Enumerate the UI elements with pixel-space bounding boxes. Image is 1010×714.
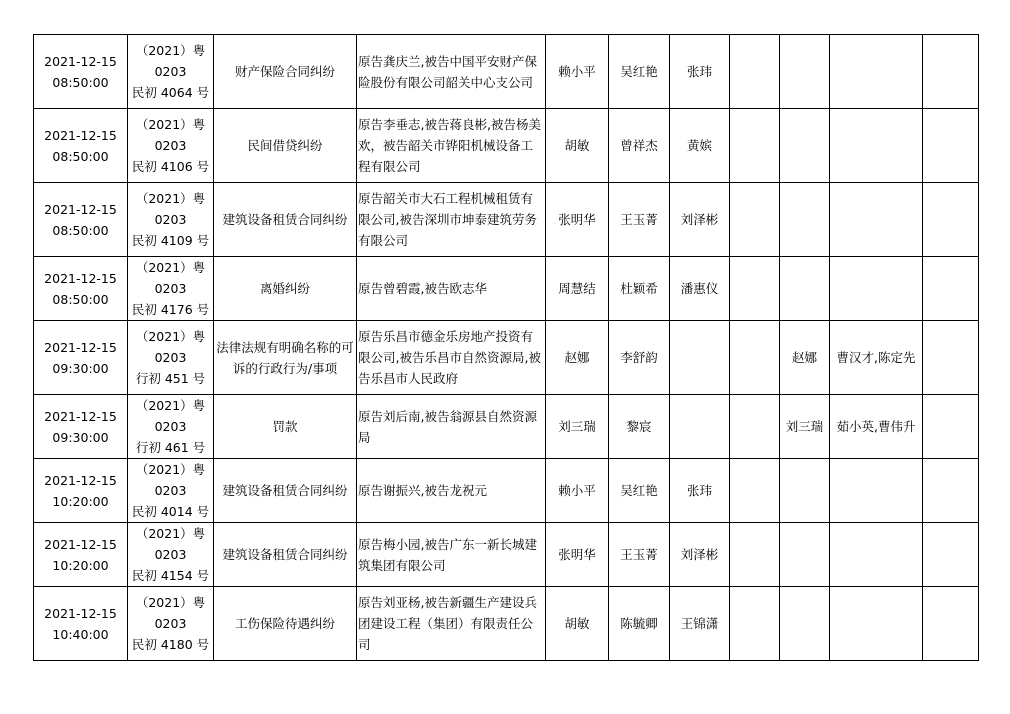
case-number: 行初 461 号 [135,440,206,455]
presiding-cell [780,257,830,321]
secretary-cell [670,109,730,183]
clerk-cell [609,183,670,257]
case-number-cell [128,523,214,587]
case-year: （2021）粤 0203 [135,595,206,631]
presiding-cell [780,395,830,459]
case-cause: 财产保险合同纠纷 [234,64,335,79]
judge-cell [546,109,609,183]
empty-cell [923,395,979,459]
panel-cell [830,35,923,109]
hearing-date: 2021-12-15 [44,536,117,552]
judge-name: 赵娜 [564,350,590,365]
empty-cell [923,183,979,257]
hearing-time: 08:50:00 [52,222,109,238]
case-number-cell [128,109,214,183]
parties-cell [357,35,546,109]
datetime-cell [34,459,128,523]
secretary-cell [670,395,730,459]
parties-cell [357,395,546,459]
empty-cell [730,183,780,257]
secretary-cell [670,459,730,523]
empty-cell [730,587,780,661]
hearing-time: 10:20:00 [52,493,109,509]
empty-cell [730,257,780,321]
presiding-name: 赵娜 [791,350,817,365]
case-parties: 原告谢振兴,被告龙祝元 [358,483,487,498]
table-row [34,395,979,459]
judge-cell [546,523,609,587]
cause-cell [214,523,357,587]
judge-name: 胡敏 [564,138,590,153]
empty-cell [730,459,780,523]
empty-cell [730,35,780,109]
case-year: （2021）粤 0203 [135,462,206,498]
case-cause: 法律法规有明确名称的可诉的行政行为/事项 [216,339,354,376]
hearing-time: 08:50:00 [52,148,109,164]
hearing-time: 09:30:00 [52,360,109,376]
cause-cell [214,459,357,523]
hearing-date: 2021-12-15 [44,408,117,424]
panel-cell [830,459,923,523]
hearing-date: 2021-12-15 [44,270,117,286]
datetime-cell [34,523,128,587]
judge-name: 赖小平 [558,64,596,79]
clerk-cell [609,321,670,395]
secretary-cell [670,183,730,257]
clerk-cell [609,35,670,109]
case-parties: 原告梅小园,被告广东一新长城建筑集团有限公司 [358,536,537,573]
judge-cell [546,321,609,395]
case-number: 行初 451 号 [135,371,206,386]
secretary-cell [670,587,730,661]
secretary-name: 潘惠仪 [680,281,719,296]
case-cause: 罚款 [272,419,298,434]
presiding-cell [780,587,830,661]
table-row [34,257,979,321]
case-year: （2021）粤 0203 [135,117,206,153]
case-year: （2021）粤 0203 [135,191,206,227]
case-cause: 建筑设备租赁合同纠纷 [222,547,348,562]
judge-name: 周慧结 [558,281,596,296]
case-parties: 原告乐昌市德金乐房地产投资有限公司,被告乐昌市自然资源局,被告乐昌市人民政府 [358,329,541,386]
cause-cell [214,183,357,257]
table-row [34,587,979,661]
case-year: （2021）粤 0203 [135,526,206,562]
case-number: 民初 4109 号 [131,233,210,248]
case-number-cell [128,321,214,395]
case-number-cell [128,459,214,523]
presiding-cell [780,459,830,523]
clerk-name: 李舒韵 [620,350,658,365]
parties-cell [357,587,546,661]
clerk-cell [609,257,670,321]
case-cause: 民间借贷纠纷 [247,138,323,153]
judge-cell [546,183,609,257]
empty-cell [923,321,979,395]
case-year: （2021）粤 0203 [135,260,206,296]
clerk-cell [609,523,670,587]
empty-cell [730,109,780,183]
parties-cell [357,523,546,587]
cause-cell [214,321,357,395]
case-cause: 建筑设备租赁合同纠纷 [222,212,348,227]
case-number: 民初 4014 号 [131,504,210,519]
panel-cell [830,395,923,459]
hearing-time: 10:20:00 [52,557,109,573]
panel-cell [830,257,923,321]
parties-cell [357,257,546,321]
case-number: 民初 4106 号 [131,159,210,174]
cause-cell [214,257,357,321]
hearing-time: 08:50:00 [52,291,109,307]
clerk-name: 杜颖希 [620,281,658,296]
parties-cell [357,183,546,257]
hearing-date: 2021-12-15 [44,339,117,355]
table-row [34,321,979,395]
parties-cell [357,109,546,183]
cause-cell [214,109,357,183]
secretary-name: 刘泽彬 [680,547,719,562]
case-year: （2021）粤 0203 [135,329,206,365]
datetime-cell [34,109,128,183]
case-number-cell [128,183,214,257]
judge-cell [546,257,609,321]
table-row [34,459,979,523]
secretary-cell [670,35,730,109]
judge-name: 张明华 [558,547,596,562]
table-row [34,523,979,587]
judge-cell [546,395,609,459]
case-parties: 原告刘后南,被告翁源县自然资源局 [358,408,537,445]
case-parties: 原告刘亚杨,被告新疆生产建设兵团建设工程（集团）有限责任公司 [358,595,537,652]
datetime-cell [34,395,128,459]
judge-name: 胡敏 [564,616,590,631]
secretary-cell [670,321,730,395]
datetime-cell [34,35,128,109]
clerk-name: 曾祥杰 [620,138,658,153]
presiding-cell [780,109,830,183]
clerk-cell [609,109,670,183]
hearing-date: 2021-12-15 [44,127,117,143]
case-number-cell [128,395,214,459]
empty-cell [923,523,979,587]
case-number: 民初 4154 号 [131,568,210,583]
clerk-name: 王玉菁 [620,212,658,227]
hearing-time: 08:50:00 [52,74,109,90]
panel-cell [830,523,923,587]
secretary-cell [670,257,730,321]
judge-cell [546,35,609,109]
cause-cell [214,35,357,109]
cause-cell [214,395,357,459]
presiding-cell [780,183,830,257]
empty-cell [923,257,979,321]
judge-cell [546,459,609,523]
judge-name: 刘三瑞 [558,419,596,434]
hearing-time: 09:30:00 [52,429,109,445]
empty-cell [923,587,979,661]
case-number: 民初 4176 号 [131,302,210,317]
judge-cell [546,587,609,661]
empty-cell [923,459,979,523]
datetime-cell [34,321,128,395]
secretary-name: 刘泽彬 [680,212,719,227]
hearing-date: 2021-12-15 [44,472,117,488]
secretary-name: 黄嫔 [686,138,712,153]
panel-cell [830,109,923,183]
case-number-cell [128,587,214,661]
case-number: 民初 4064 号 [131,85,210,100]
empty-cell [730,321,780,395]
secretary-cell [670,523,730,587]
empty-cell [730,395,780,459]
table-row [34,35,979,109]
clerk-name: 黎宸 [626,419,652,434]
clerk-cell [609,459,670,523]
hearing-schedule-table [33,34,979,661]
case-number-cell [128,257,214,321]
case-year: （2021）粤 0203 [135,398,206,434]
case-parties: 原告曾碧霞,被告欧志华 [358,281,487,296]
panel-members: 茹小英,曹伟升 [836,419,916,434]
case-parties: 原告韶关市大石工程机械租赁有限公司,被告深圳市坤泰建筑劳务有限公司 [358,191,537,248]
datetime-cell [34,587,128,661]
parties-cell [357,459,546,523]
datetime-cell [34,257,128,321]
hearing-date: 2021-12-15 [44,201,117,217]
cause-cell [214,587,357,661]
secretary-name: 张玮 [686,64,712,79]
panel-cell [830,183,923,257]
panel-members: 曹汉才,陈定先 [836,350,916,365]
clerk-cell [609,587,670,661]
hearing-date: 2021-12-15 [44,53,117,69]
hearing-time: 10:40:00 [52,626,109,642]
case-cause: 离婚纠纷 [259,281,310,296]
clerk-name: 王玉菁 [620,547,658,562]
presiding-cell [780,523,830,587]
panel-cell [830,587,923,661]
case-parties: 原告龚庆兰,被告中国平安财产保险股份有限公司韶关中心支公司 [358,53,537,90]
secretary-name: 王锦潇 [680,616,719,631]
case-cause: 工伤保险待遇纠纷 [234,616,335,631]
case-year: （2021）粤 0203 [135,43,206,79]
clerk-name: 吴红艳 [620,64,658,79]
judge-name: 张明华 [558,212,596,227]
presiding-name: 刘三瑞 [785,419,824,434]
case-parties: 原告李垂志,被告蒋良彬,被告杨美欢，被告韶关市铧阳机械设备工程有限公司 [358,117,541,174]
judge-name: 赖小平 [558,483,596,498]
hearing-date: 2021-12-15 [44,605,117,621]
case-number: 民初 4180 号 [131,637,210,652]
parties-cell [357,321,546,395]
case-number-cell [128,35,214,109]
presiding-cell [780,321,830,395]
datetime-cell [34,183,128,257]
clerk-name: 吴红艳 [620,483,658,498]
clerk-name: 陈毓卿 [620,616,658,631]
presiding-cell [780,35,830,109]
panel-cell [830,321,923,395]
clerk-cell [609,395,670,459]
empty-cell [730,523,780,587]
empty-cell [923,35,979,109]
table-row [34,109,979,183]
case-cause: 建筑设备租赁合同纠纷 [222,483,348,498]
secretary-name: 张玮 [686,483,712,498]
empty-cell [923,109,979,183]
table-row [34,183,979,257]
